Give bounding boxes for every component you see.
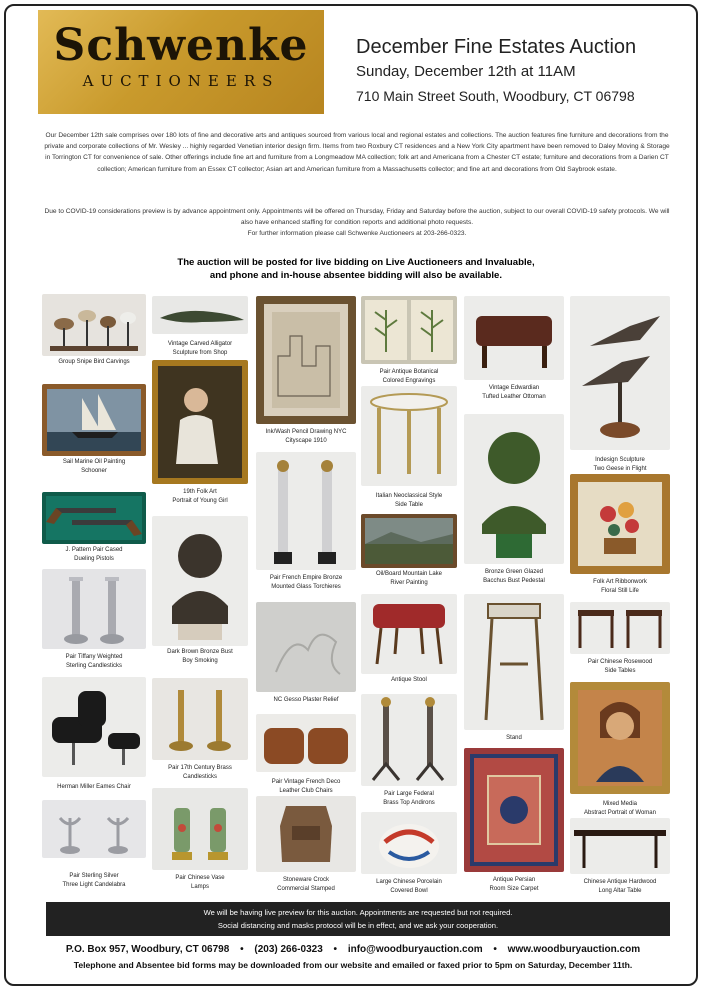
rug-photo xyxy=(464,748,564,872)
lot-bronze-bust[interactable] xyxy=(152,516,248,666)
altar-table-photo xyxy=(570,818,670,874)
plaster-relief-photo xyxy=(256,602,356,692)
lot-ship[interactable] xyxy=(42,384,146,474)
lot-marble-table[interactable] xyxy=(361,386,457,510)
ottoman-photo xyxy=(464,296,564,380)
covid-paragraph: Due to COVID-19 considerations preview is by advance appointment only. Appointments will be offered on Thursday, Friday and Saturday before the auction, subject to our overall COVID-19 safety protocols. We will also have enhanced staffing for condition reports and additional photo requests. xyxy=(44,208,670,227)
marble-table-photo xyxy=(361,386,457,486)
lot-caption: Vintage Carved Alligator Sculpture from Shop xyxy=(167,341,233,356)
lot-caption: Pair Vintage French Deco Leather Club Chairs xyxy=(271,779,341,794)
lot-caption: Pair Sterling Silver Three Light Candelabra xyxy=(62,873,126,888)
pistols-photo xyxy=(42,492,146,544)
lot-caption: Pair Chinese Vase Lamps xyxy=(175,875,225,890)
lot-silver-candelabra[interactable] xyxy=(42,800,146,888)
footer-po-box: P.O. Box 957, Woodbury, CT 06798 xyxy=(65,944,230,955)
lot-caption: Bronze Green Glazed Bacchus Bust Pedestal xyxy=(483,569,545,584)
lot-club-chairs[interactable] xyxy=(256,714,356,800)
botanical-photo xyxy=(361,296,457,364)
lot-eames[interactable] xyxy=(42,677,146,797)
portrait-girl-photo xyxy=(152,360,248,484)
footer-separator: • xyxy=(240,944,244,955)
eames-chair-photo xyxy=(42,677,146,777)
club-chairs-photo xyxy=(256,714,356,772)
lot-pistols[interactable] xyxy=(42,492,146,564)
landscape-photo xyxy=(361,514,457,568)
geese-sculpture-photo xyxy=(570,296,670,450)
bronze-bust-photo xyxy=(152,516,248,646)
lot-bowl[interactable] xyxy=(361,812,457,896)
covid-note xyxy=(44,206,670,240)
lot-botanical[interactable] xyxy=(361,296,457,382)
footer-separator: • xyxy=(493,944,497,955)
green-bust-photo xyxy=(464,414,564,564)
lot-side-tables[interactable] xyxy=(570,602,670,678)
footer-bid-forms-note: Telephone and Absentee bid forms may be downloaded from our website and emailed or faxed prior to 5pm on Saturday, December 11th. xyxy=(73,960,633,970)
drawing-photo xyxy=(256,296,356,424)
lot-caption: Group Snipe Bird Carvings xyxy=(58,359,130,365)
footer-website[interactable]: www.woodburyauction.com xyxy=(507,944,641,955)
portrait-woman-photo xyxy=(570,682,670,794)
lot-caption: Pair Tiffany Weighted Sterling Candlesticks xyxy=(65,654,123,669)
lot-caption: Pair 17th Century Brass Candlesticks xyxy=(168,765,232,780)
auction-header xyxy=(356,34,696,108)
crock-photo xyxy=(256,796,356,872)
footer-contact xyxy=(26,944,680,955)
andirons-photo xyxy=(361,694,457,786)
lot-caption: Dark Brown Bronze Bust Boy Smoking xyxy=(167,649,233,664)
auction-date: Sunday, December 12th at 11AM xyxy=(356,63,576,80)
auction-title: December Fine Estates Auction xyxy=(356,36,637,58)
brand-name: Schwenke xyxy=(53,20,309,71)
bidding-note xyxy=(66,256,646,282)
contact-paragraph: For further information please call Schwenke Auctioneers at 203-266-0323. xyxy=(247,230,467,238)
lot-brass-candles[interactable] xyxy=(152,678,248,782)
lot-caption: Pair French Empire Bronze Mounted Glass Torchieres xyxy=(269,575,343,590)
lot-caption: Pair Antique Botanical Colored Engravings xyxy=(379,369,439,384)
lot-caption: Mixed Media Abstract Portrait of Woman xyxy=(584,801,656,816)
footer-separator: • xyxy=(333,944,338,955)
lot-caption: Large Chinese Porcelain Covered Bowl xyxy=(376,879,442,894)
brass-candlesticks-photo xyxy=(152,678,248,760)
lot-caption: Chinese Antique Hardwood Long Altar Table xyxy=(583,879,657,894)
bidding-line-1: The auction will be posted for live bidding on Live Auctioneers and Invaluable, xyxy=(177,257,535,268)
lot-andirons[interactable] xyxy=(361,694,457,808)
lot-bust-green[interactable] xyxy=(464,414,564,590)
alligator-photo xyxy=(152,296,248,334)
lot-portrait-girl[interactable] xyxy=(152,360,248,510)
preview-line-1: We will be having live preview for this auction. Appointments are requested but not required. xyxy=(203,908,513,917)
lot-caption: 19th Folk Art Portrait of Young Girl xyxy=(172,489,228,504)
brand-tagline: AUCTIONEERS xyxy=(82,72,280,90)
lot-caption: Stand xyxy=(506,735,522,741)
lot-ottoman[interactable] xyxy=(464,296,564,400)
candelabra-photo xyxy=(42,800,146,858)
lot-caption: Ink/Wash Pencil Drawing NYC Cityscape 1910 xyxy=(265,429,347,444)
lot-footstool[interactable] xyxy=(361,594,457,692)
preview-line-2: Social distancing and masks protocol will be in effect, and we ask your cooperation. xyxy=(217,921,499,930)
lot-caption: NC Gesso Plaster Relief xyxy=(273,697,339,703)
lot-lamps[interactable] xyxy=(152,788,248,890)
lot-caption: Stoneware Crock Commercial Stamped xyxy=(277,877,335,892)
covered-bowl-photo xyxy=(361,812,457,874)
lot-caption: Oil/Board Mountain Lake River Painting xyxy=(375,571,443,586)
lot-silver-candles[interactable] xyxy=(42,569,146,669)
lot-candelabra[interactable] xyxy=(256,452,356,592)
shadowbox-photo xyxy=(570,474,670,574)
lot-caption: Sail Marine Oil Painting Schooner xyxy=(62,459,126,474)
auction-flyer xyxy=(4,4,698,986)
intro-paragraph: Our December 12th sale comprises over 180 lots of fine and decorative arts and antiques sourced from various local and regional estates and collections. The auction features fine furniture and decorations from the private and corporate collections of Mr. Wesley ... highly regarded Venetian interior design firm. Items from two Roxbury CT residences and a New York City apartment have been removed to Daley Moving & Storage in Torrington CT for convenience of sale. Other offerings include fine art and furniture from a Longmeadow MA collection; folk art and Americana from a Chester CT estate; furniture and decorations from a Darien CT collection; American furniture from an Essex CT collector; Asian art and American furniture from a Massachusetts collector; and fine art and decorations from Old Saybrook estate. xyxy=(44,132,670,173)
lot-caption: J. Pattern Pair Cased Dueling Pistols xyxy=(65,547,123,562)
ship-photo xyxy=(42,384,146,456)
torchieres-photo xyxy=(256,452,356,570)
preview-banner xyxy=(46,902,670,936)
auction-address: 710 Main Street South, Woodbury, CT 06798 xyxy=(356,88,635,104)
lot-plaster[interactable] xyxy=(256,602,356,706)
lot-plant-stand[interactable] xyxy=(464,594,564,744)
lot-geese[interactable] xyxy=(570,296,670,472)
lot-caption: Vintage Edwardian Tufted Leather Ottoman xyxy=(482,385,546,400)
decoys-photo xyxy=(42,294,146,356)
lot-caption: Antique Stool xyxy=(391,677,427,683)
silver-candlesticks-photo xyxy=(42,569,146,649)
lot-portrait-woman[interactable] xyxy=(570,682,670,816)
lot-caption: Herman Miller Eames Chair xyxy=(57,784,131,790)
lot-alligator[interactable] xyxy=(152,296,248,358)
lot-caption: Antique Persian Room Size Carpet xyxy=(489,877,539,892)
lamps-photo xyxy=(152,788,248,870)
brand-logo xyxy=(38,10,324,114)
lot-caption: Indesign Sculpture Two Geese in Flight xyxy=(593,457,647,472)
footer-phone[interactable]: (203) 266-0323 xyxy=(254,944,323,955)
lot-rug[interactable] xyxy=(464,748,564,892)
lot-decoys[interactable] xyxy=(42,294,146,365)
lot-shadowbox[interactable] xyxy=(570,474,670,598)
lot-console[interactable] xyxy=(570,818,670,898)
plant-stand-photo xyxy=(464,594,564,730)
lot-caption: Folk Art Ribbonwork Floral Still Life xyxy=(593,579,647,594)
lot-caption: Pair Large Federal Brass Top Andirons xyxy=(383,791,435,806)
footer-email[interactable]: info@woodburyauction.com xyxy=(347,944,483,955)
lot-caption: Pair Chinese Rosewood Side Tables xyxy=(587,659,653,674)
lot-caption: Italian Neoclassical Style Side Table xyxy=(375,493,443,508)
lot-crock[interactable] xyxy=(256,796,356,890)
side-tables-photo xyxy=(570,602,670,654)
lot-landscape[interactable] xyxy=(361,514,457,594)
footstool-photo xyxy=(361,594,457,674)
bidding-line-2: and phone and in-house absentee bidding will also be available. xyxy=(209,270,503,281)
lot-drawing[interactable] xyxy=(256,296,356,446)
